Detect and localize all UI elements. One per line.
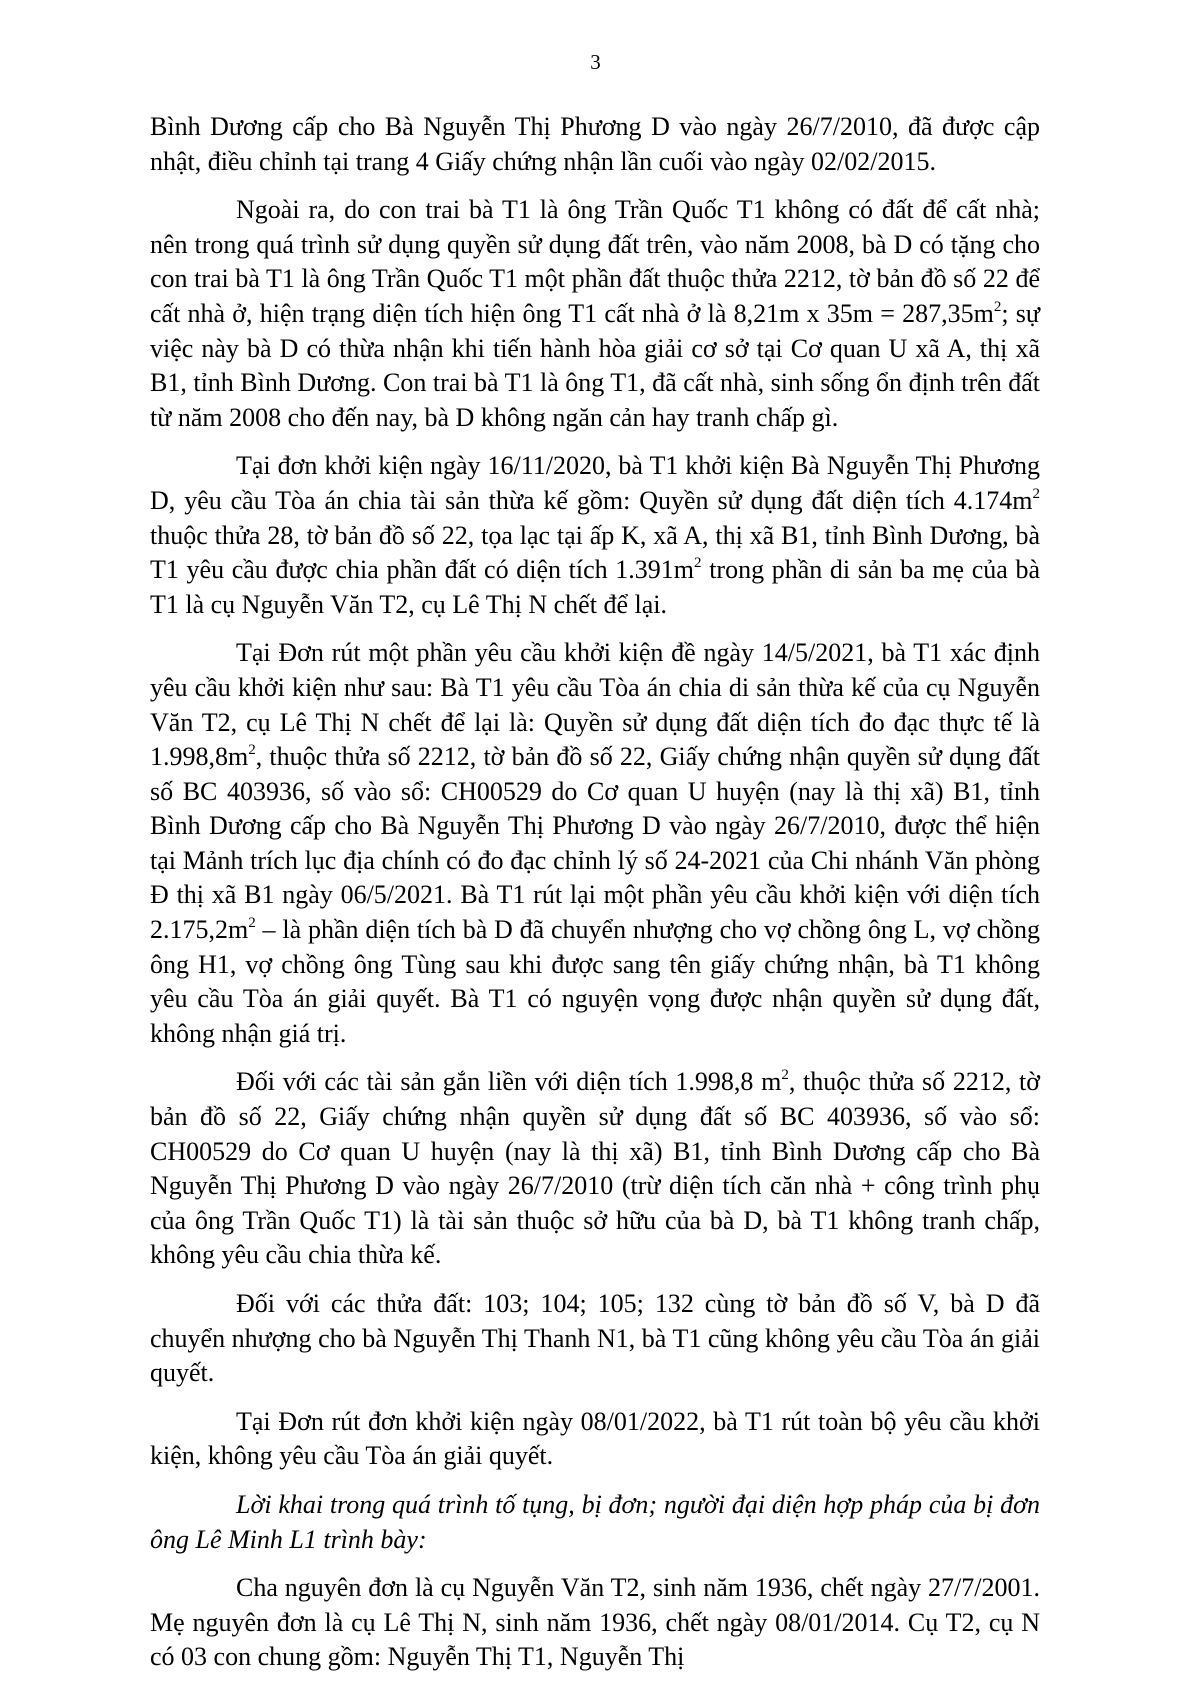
paragraph-6 — [150, 1287, 1040, 1391]
paragraph-text: Tại Đơn rút một phần yêu cầu khởi kiện đề ngày 14/5/2021, bà T1 xác định yêu cầu khởi kiện như sau: Bà T1 yêu cầu Tòa án chia di sản thừa kế của cụ Nguyễn Văn T2, cụ Lê Thị N chết để lại là: Quyền sử dụng đất diện tích đo đạc thực tế là 1.998,8m — [150, 638, 1040, 772]
paragraph-text: – là phần diện tích bà D đã chuyển nhượng cho vợ chồng ông L, vợ chồng ông H1, vợ chồng ông Tùng sau khi được sang tên giấy chứng nhận, bà T1 không yêu cầu Tòa án giải quyết. Bà T1 có nguyện vọng được nhận quyền sử dụng đất, không nhận giá trị. — [150, 915, 1040, 1048]
paragraph-text: Ngoài ra, do con trai bà T1 là ông Trần Quốc T1 không có đất để cất nhà; nên trong quá trình sử dụng quyền sử dụng đất trên, vào năm 2008, bà D có tặng cho con trai bà T1 là ông Trần Quốc T1 một phần đất thuộc thửa 2212, tờ bản đồ số 22 để cất nhà ở, hiện trạng diện tích hiện ông T1 cất nhà ở là 8,21m x 35m = 287,35m — [150, 195, 1040, 328]
paragraph-9 — [150, 1571, 1040, 1675]
paragraph-2 — [150, 193, 1040, 435]
superscript: 2 — [694, 555, 702, 572]
paragraph-text: Tại Đơn rút đơn khởi kiện ngày 08/01/2022, bà T1 rút toàn bộ yêu cầu khởi kiện, không yêu cầu Tòa án giải quyết. — [150, 1406, 1040, 1471]
paragraph-text: ; sự việc này bà D có thừa nhận khi tiến hành hòa giải cơ sở tại Cơ quan U xã A, thị xã B1, tỉnh Bình Dương. Con trai bà T1 là ông T1, đã cất nhà, sinh sống ổn định trên đất từ năm 2008 cho đến nay, bà D không ngăn cản hay tranh chấp gì. — [150, 298, 1040, 432]
paragraph-text: trong phần di sản ba mẹ của bà T1 là cụ Nguyễn Văn T2, cụ Lê Thị N chết để lại. — [150, 555, 1040, 619]
paragraph-text: Bình Dương cấp cho Bà Nguyễn Thị Phương D vào ngày 26/7/2010, đã được cập nhật, điều chỉnh tại trang 4 Giấy chứng nhận lần cuối vào ngày 02/02/2015. — [150, 112, 1040, 176]
superscript: 2 — [248, 915, 256, 932]
superscript: 2 — [993, 298, 1002, 315]
paragraph-text: Đối với các thửa đất: 103; 104; 105; 132 cùng tờ bản đồ số V, bà D đã chuyển nhượng cho bà Nguyễn Thị Thanh N1, bà T1 cũng không yêu cầu Tòa án giải quyết. — [150, 1289, 1040, 1388]
paragraph-text: , thuộc thửa số 2212, tờ bản đồ số 22, Giấy chứng nhận quyền sử dụng đất số BC 403936, số vào sổ: CH00529 do Cơ quan U huyện (nay là thị xã) B1, tỉnh Bình Dương cấp cho Bà Nguyễn Thị Phương D vào ngày 26/7/2010 (trừ diện tích căn nhà + công trình phụ của ông Trần Quốc T1) là tài sản thuộc sở hữu của bà D, bà T1 không tranh chấp, không yêu cầu chia thừa kế. — [150, 1067, 1040, 1270]
paragraph-text: , thuộc thửa số 2212, tờ bản đồ số 22, Giấy chứng nhận quyền sử dụng đất số BC 403936, số vào sổ: CH00529 do Cơ quan U huyện (nay là thị xã) B1, tỉnh Bình Dương cấp cho Bà Nguyễn Thị Phương D vào ngày 26/7/2010, được thể hiện tại Mảnh trích lục địa chính có đo đạc chỉnh lý số 24-2021 của Chi nhánh Văn phòng Đ thị xã B1 ngày 06/5/2021. Bà T1 rút lại một phần yêu cầu khởi kiện với diện tích 2.175,2m — [150, 742, 1040, 945]
document-body — [150, 110, 1040, 1675]
superscript: 2 — [1032, 485, 1040, 502]
paragraph-5 — [150, 1065, 1040, 1273]
paragraph-text: Lời khai trong quá trình tố tụng, bị đơn; người đại diện hợp pháp của bị đơn ông Lê Minh L1 trình bày: — [150, 1489, 1040, 1554]
page-number: 3 — [590, 50, 601, 74]
paragraph-text: thuộc thửa 28, tờ bản đồ số 22, tọa lạc tại ấp K, xã A, thị xã B1, tỉnh Bình Dương, bà T1 yêu cầu được chia phần đất có diện tích 1.391m — [150, 520, 1040, 585]
paragraph-4 — [150, 636, 1040, 1051]
superscript: 2 — [781, 1067, 789, 1084]
paragraph-text: Cha nguyên đơn là cụ Nguyễn Văn T2, sinh năm 1936, chết ngày 27/7/2001. Mẹ nguyên đơn là cụ Lê Thị N, sinh năm 1936, chết ngày 08/01/2014. Cụ T2, cụ N có 03 con chung gồm: Nguyễn Thị T1, Nguyễn Thị — [150, 1573, 1040, 1672]
paragraph-7 — [150, 1405, 1040, 1474]
paragraph-text: Tại đơn khởi kiện ngày 16/11/2020, bà T1 khởi kiện Bà Nguyễn Thị Phương D, yêu cầu Tòa án chia tài sản thừa kế gồm: Quyền sử dụng đất diện tích 4.174m — [150, 451, 1040, 515]
paragraph-text: Đối với các tài sản gắn liền với diện tích 1.998,8 m — [236, 1067, 782, 1097]
paragraph-3 — [150, 449, 1040, 622]
paragraph-1 — [150, 110, 1040, 179]
paragraph-8 — [150, 1488, 1040, 1557]
superscript: 2 — [248, 742, 256, 759]
